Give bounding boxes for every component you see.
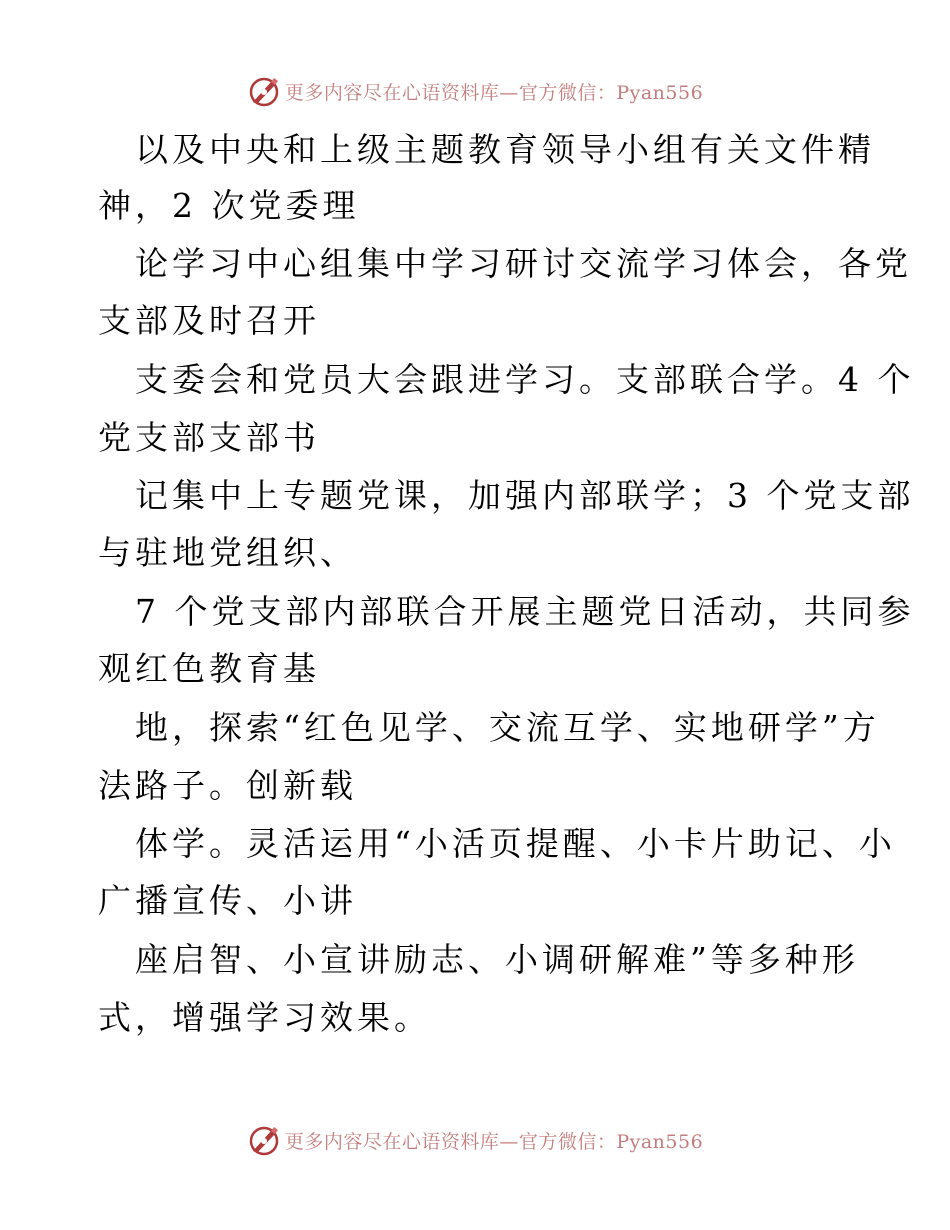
- body-line: 以及中央和上级主题教育领导小组有关文件精: [135, 130, 875, 169]
- body-line: 记集中上专题党课，加强内部联学；3 个党支部: [135, 476, 915, 515]
- body-line: 座启智、小宣讲励志、小调研解难”等多种形: [135, 940, 859, 979]
- body-line: 支部及时召开: [98, 301, 320, 340]
- footer-watermark: [0, 1120, 950, 1160]
- body-line: 支委会和党员大会跟进学习。支部联合学。4 个: [135, 360, 915, 399]
- body-line: 法路子。创新载: [98, 766, 357, 805]
- body-line: 党支部支部书: [98, 418, 320, 457]
- watermark-text: 更多内容尽在心语资料库—官方微信：Pyan556: [284, 81, 704, 104]
- watermark-text: 更多内容尽在心语资料库—官方微信：Pyan556: [284, 1130, 704, 1153]
- body-line: 广播宣传、小讲: [98, 881, 357, 920]
- body-line: 论学习中心组集中学习研讨交流学习体会，各党: [135, 244, 912, 283]
- pen-circle-logo-icon: [247, 1123, 281, 1157]
- pen-circle-logo-icon: [247, 74, 281, 108]
- body-line: 式，增强学习效果。: [98, 998, 431, 1037]
- body-line: 地，探索“红色见学、交流互学、实地研学”方: [135, 708, 880, 747]
- body-line: 观红色教育基: [98, 649, 320, 688]
- body-line: 体学。灵活运用“小活页提醒、小卡片助记、小: [135, 824, 896, 863]
- header-watermark: [0, 71, 950, 111]
- body-line: 与驻地党组织、: [98, 533, 357, 572]
- body-line: 7 个党支部内部联合开展主题党日活动，共同参: [135, 592, 915, 631]
- body-line: 神，2 次党委理: [98, 186, 360, 225]
